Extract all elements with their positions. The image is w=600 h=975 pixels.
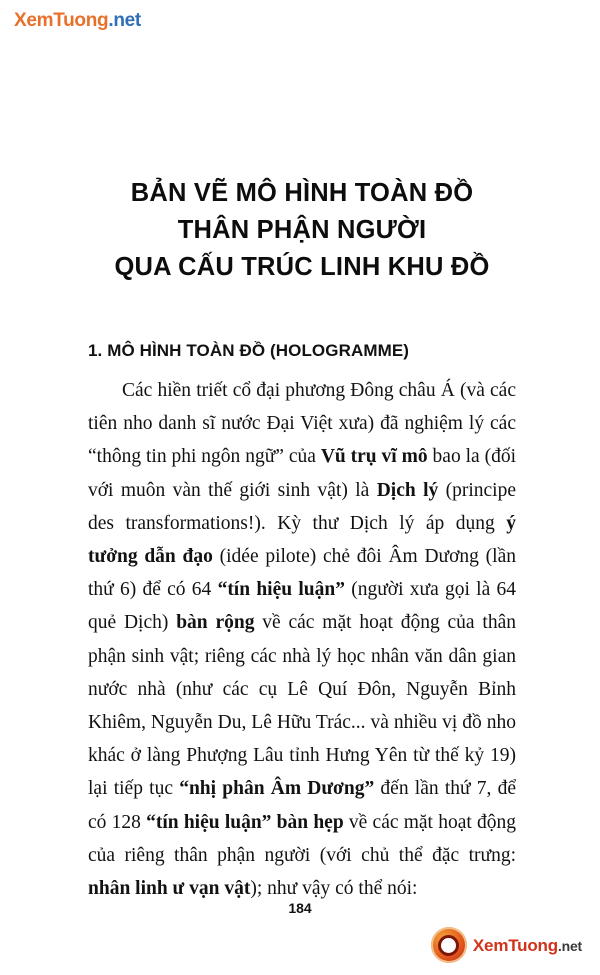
circle-logo-icon (431, 927, 467, 963)
paragraph-bold-2: Dịch lý (376, 479, 439, 501)
page-title-line-1: BẢN VẼ MÔ HÌNH TOÀN ĐỒ (130, 179, 474, 207)
paragraph-bold-7: “tín hiệu luận” (146, 811, 272, 833)
paragraph-bold-9: nhân linh ư vạn vật (88, 878, 251, 900)
watermark-top-name: XemTuong (14, 10, 109, 31)
paragraph-part-2: bao la (đối với muôn vàn thế giới sinh vật) là (88, 446, 516, 501)
site-logo-domain: .net (557, 937, 582, 954)
paragraph-part-3: (principe des transformations!). Kỳ thư Dịch lý áp dụng (88, 479, 516, 534)
paragraph-bold-6: “nhị phân Âm Dương” (179, 778, 375, 800)
body-paragraph (88, 374, 516, 905)
paragraph-part-4: (idée pilote) chẻ đôi Âm Dương (lần thứ 6) để có 64 (88, 546, 516, 601)
site-logo (431, 927, 582, 963)
paragraph-bold-3: ý tưởng dẫn đạo (88, 512, 516, 568)
paragraph-bold-8: bàn hẹp (276, 811, 344, 833)
paragraph-part-9: về các mặt hoạt động của riêng thân phận người (với chủ thể đặc trưng: (88, 811, 516, 866)
watermark-top (14, 10, 141, 32)
paragraph-bold-5: bàn rộng (176, 612, 255, 634)
paragraph-part-7: đến lần thứ 7, để có 128 (88, 778, 517, 833)
site-logo-name: XemTuong (472, 935, 558, 955)
page-number: 184 (288, 900, 312, 916)
paragraph-bold-4: “tín hiệu luận” (217, 579, 345, 601)
section-heading: 1. MÔ HÌNH TOÀN ĐỒ (HOLOGRAMME) (88, 341, 410, 360)
page-content (88, 175, 516, 905)
page-title-line-3: QUA CẤU TRÚC LINH KHU ĐỒ (114, 253, 490, 281)
paragraph-bold-1: Vũ trụ vĩ mô (320, 446, 428, 468)
watermark-top-domain: .net (108, 10, 141, 31)
paragraph-part-10: ); như vậy có thể nói: (250, 878, 418, 900)
paragraph-part-6: về các mặt hoạt động của thân phận sinh vật; riêng các nhà lý học nhân văn dân gian nước nhà (như các cụ Lê Quí Đôn, Nguyễn Bỉnh Khiêm, Nguyễn Du, Lê Hữu Trác... và nhiều vị đồ nho khác ở làng Phượng Lâu tỉnh Hưng Yên từ thế kỷ 19) lại tiếp tục (88, 612, 516, 800)
paragraph-part-5: (người xưa gọi là 64 quẻ Dịch) (88, 579, 516, 634)
paragraph-part-1: Các hiền triết cổ đại phương Đông châu Á (và các tiên nho danh sĩ nước Đại Việt xưa) đã nghiệm lý các “thông tin phi ngôn ngữ” của (88, 380, 516, 468)
page-title-line-2: THÂN PHẬN NGƯỜI (177, 216, 427, 244)
site-logo-text (473, 937, 582, 954)
page-title (88, 175, 516, 286)
